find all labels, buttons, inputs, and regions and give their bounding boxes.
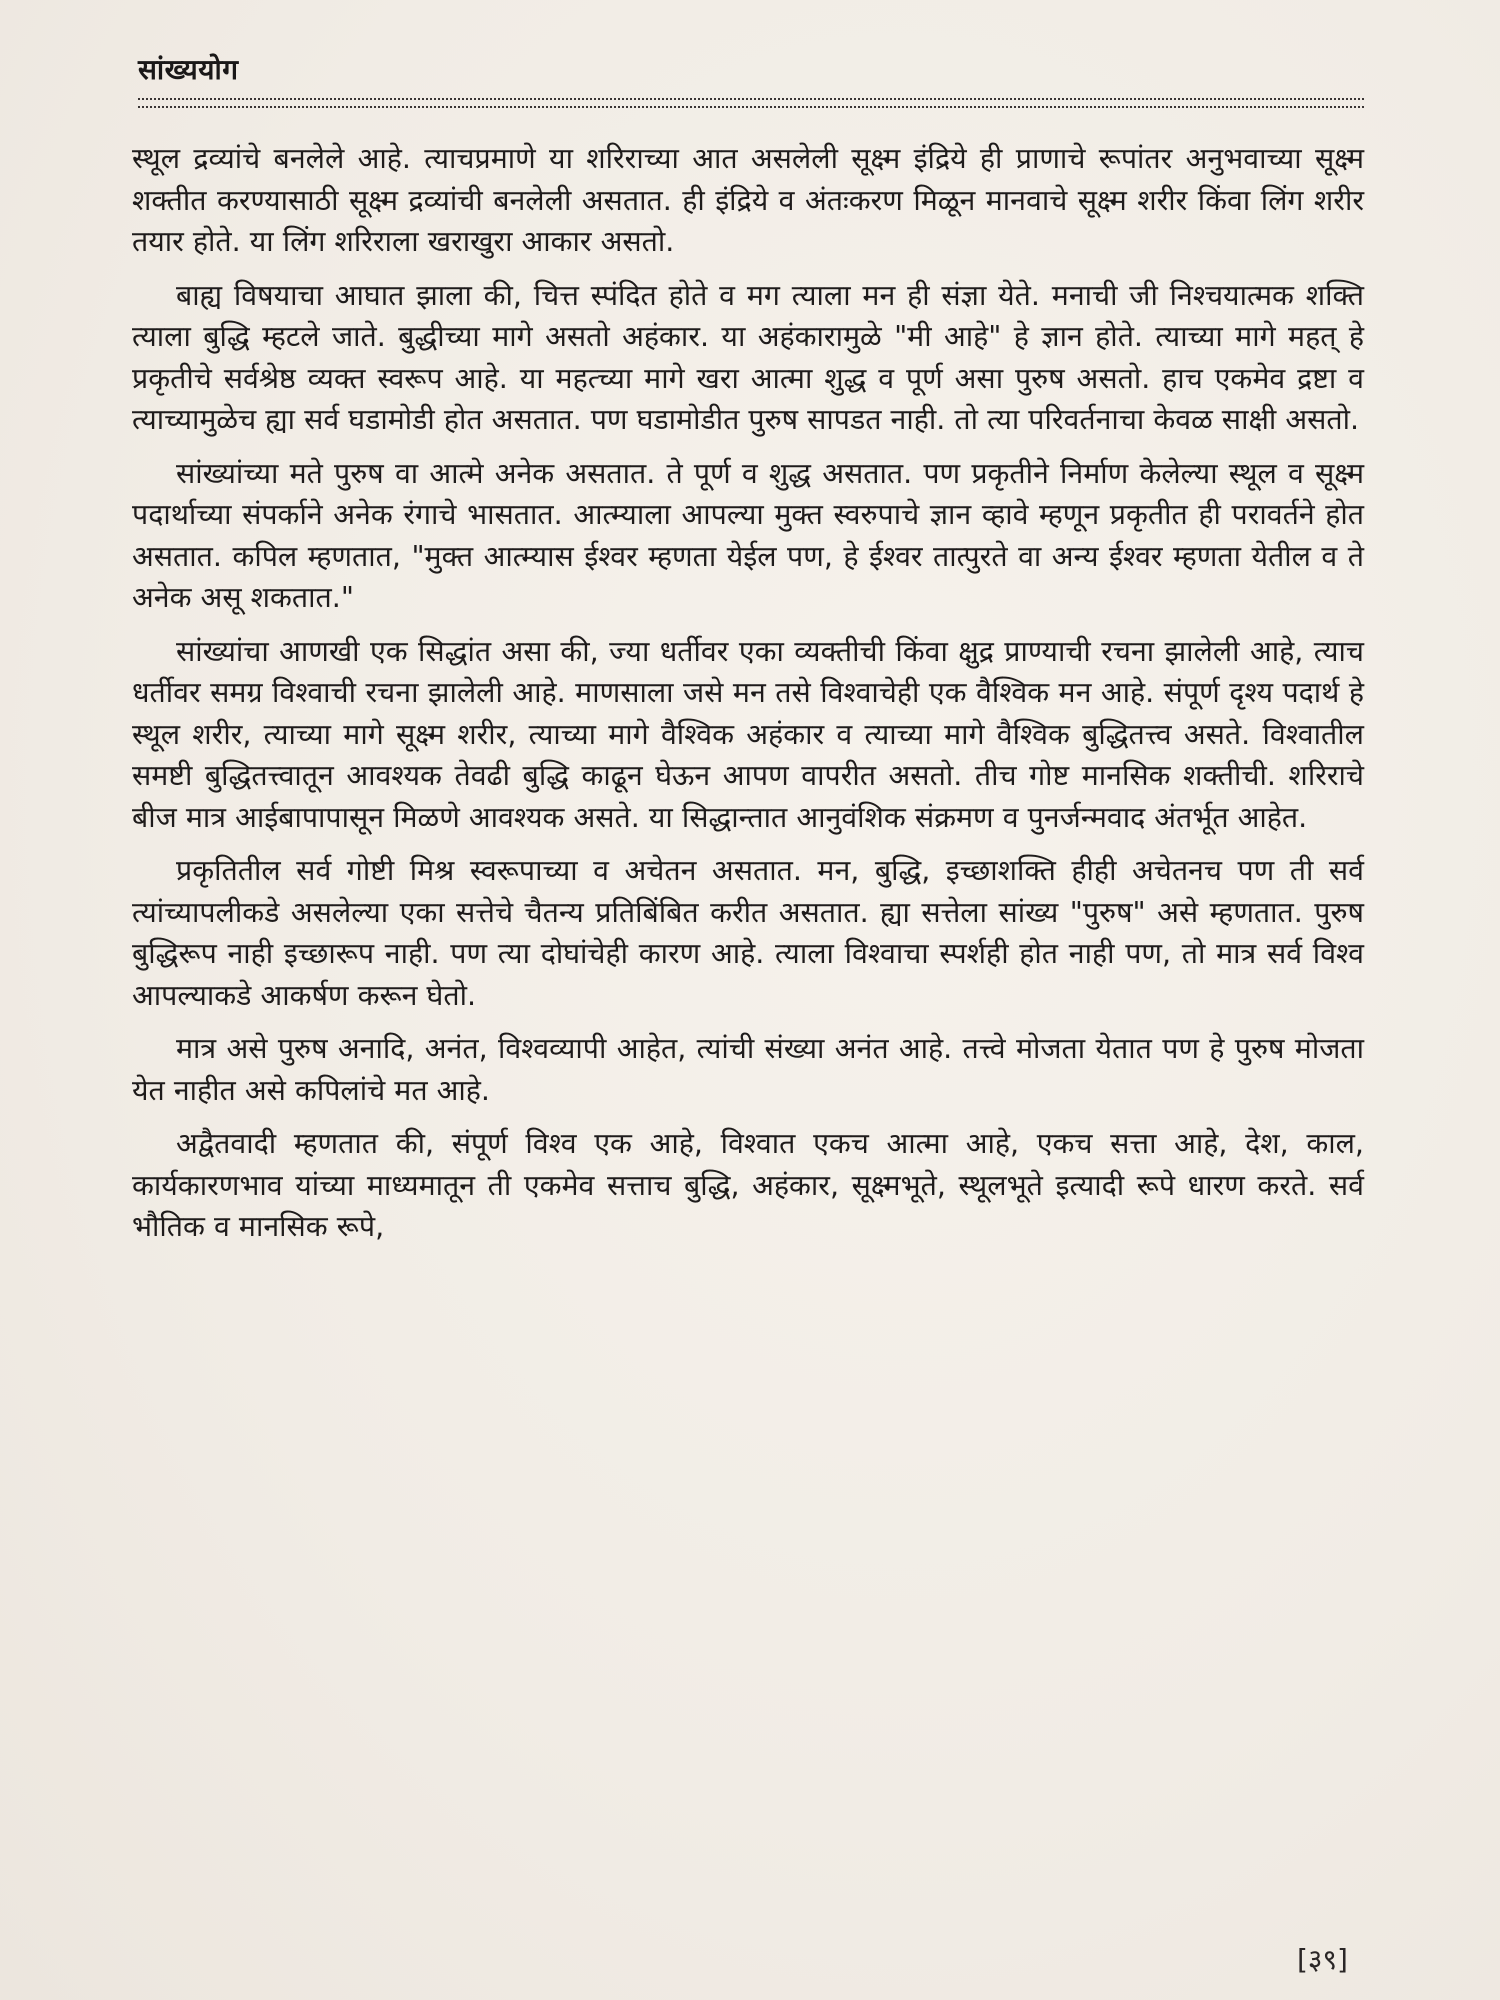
paragraph: बाह्य विषयाचा आघात झाला की, चित्त स्पंदित होते व मग त्याला मन ही संज्ञा येते. मनाची जी निश्चयात्मक शक्ति त्याला बुद्धि म्हटले जाते. बुद्धीच्या मागे असतो अहंकार. या अहंकारामुळे "मी आहे" हे ज्ञान होते. त्याच्या मागे महत् हे प्रकृतीचे सर्वश्रेष्ठ व्यक्त स्वरूप आहे. या महत्च्या मागे खरा आत्मा शुद्ध व पूर्ण असा पुरुष असतो. हाच एकमेव द्रष्टा व त्याच्यामुळेच ह्या सर्व घडामोडी होत असतात. पण घडामोडीत पुरुष सापडत नाही. तो त्या परिवर्तनाचा केवळ साक्षी असतो. bbox=[132, 278, 1364, 436]
paragraph: मात्र असे पुरुष अनादि, अनंत, विश्वव्यापी आहेत, त्यांची संख्या अनंत आहे. तत्त्वे मोजता येतात पण हे पुरुष मोजता येत नाहीत असे कपिलांचे मत आहे. bbox=[132, 1032, 1364, 1107]
paragraph: सांख्यांचा आणखी एक सिद्धांत असा की, ज्या धर्तीवर एका व्यक्तीची किंवा क्षुद्र प्राण्याची रचना झालेली आहे, त्याच धर्तीवर समग्र विश्वाची रचना झालेली आहे. माणसाला जसे मन तसे विश्वाचेही एक वैश्विक मन आहे. संपूर्ण दृश्य पदार्थ हे स्थूल शरीर, त्याच्या मागे सूक्ष्म शरीर, त्याच्या मागे वैश्विक अहंकार व त्याच्या मागे वैश्विक बुद्धितत्त्व असते. विश्वातील समष्टी बुद्धितत्त्वातून आवश्यक तेवढी बुद्धि काढून घेऊन आपण वापरीत असतो. तीच गोष्ट मानसिक शक्तीची. शरिराचे बीज मात्र आईबापापासून मिळणे आवश्यक असते. या सिद्धान्तात आनुवंशिक संक्रमण व पुनर्जन्मवाद अंतर्भूत आहेत. bbox=[132, 634, 1364, 834]
page-body bbox=[132, 138, 1364, 1260]
page-number: [३९] bbox=[1297, 1943, 1348, 1976]
paragraph: प्रकृतितील सर्व गोष्टी मिश्र स्वरूपाच्या व अचेतन असतात. मन, बुद्धि, इच्छाशक्ति हीही अचेतनच पण ती सर्व त्यांच्यापलीकडे असलेल्या एका सत्तेचे चैतन्य प्रतिबिंबित करीत असतात. ह्या सत्तेला सांख्य "पुरुष" असे म्हणतात. पुरुष बुद्धिरूप नाही इच्छारूप नाही. पण त्या दोघांचेही कारण आहे. त्याला विश्वाचा स्पर्शही होत नाही पण, तो मात्र सर्व विश्व आपल्याकडे आकर्षण करून घेतो. bbox=[132, 854, 1364, 1012]
paragraph: अद्वैतवादी म्हणतात की, संपूर्ण विश्व एक आहे, विश्वात एकच आत्मा आहे, एकच सत्ता आहे, देश, काल, कार्यकारणभाव यांच्या माध्यमातून ती एकमेव सत्ताच बुद्धि, अहंकार, सूक्ष्मभूते, स्थूलभूते इत्यादी रूपे धारण करते. सर्व भौतिक व मानसिक रूपे, bbox=[132, 1127, 1364, 1243]
paragraph: सांख्यांच्या मते पुरुष वा आत्मे अनेक असतात. ते पूर्ण व शुद्ध असतात. पण प्रकृतीने निर्माण केलेल्या स्थूल व सूक्ष्म पदार्थाच्या संपर्काने अनेक रंगाचे भासतात. आत्म्याला आपल्या मुक्त स्वरुपाचे ज्ञान व्हावे म्हणून प्रकृतीत ही परावर्तने होत असतात. कपिल म्हणतात, "मुक्त आत्म्यास ईश्वर म्हणता येईल पण, हे ईश्वर तात्पुरते वा अन्य ईश्वर म्हणता येतील व ते अनेक असू शकतात." bbox=[132, 456, 1364, 614]
running-head: सांख्ययोग bbox=[138, 53, 239, 86]
header-dotted-rule bbox=[138, 98, 1364, 108]
paragraph: स्थूल द्रव्यांचे बनलेले आहे. त्याचप्रमाणे या शरिराच्या आत असलेली सूक्ष्म इंद्रिये ही प्राणाचे रूपांतर अनुभवाच्या सूक्ष्म शक्तीत करण्यासाठी सूक्ष्म द्रव्यांची बनलेली असतात. ही इंद्रिये व अंतःकरण मिळून मानवाचे सूक्ष्म शरीर किंवा लिंग शरीर तयार होते. या लिंग शरिराला खराखुरा आकार असतो. bbox=[132, 142, 1364, 258]
